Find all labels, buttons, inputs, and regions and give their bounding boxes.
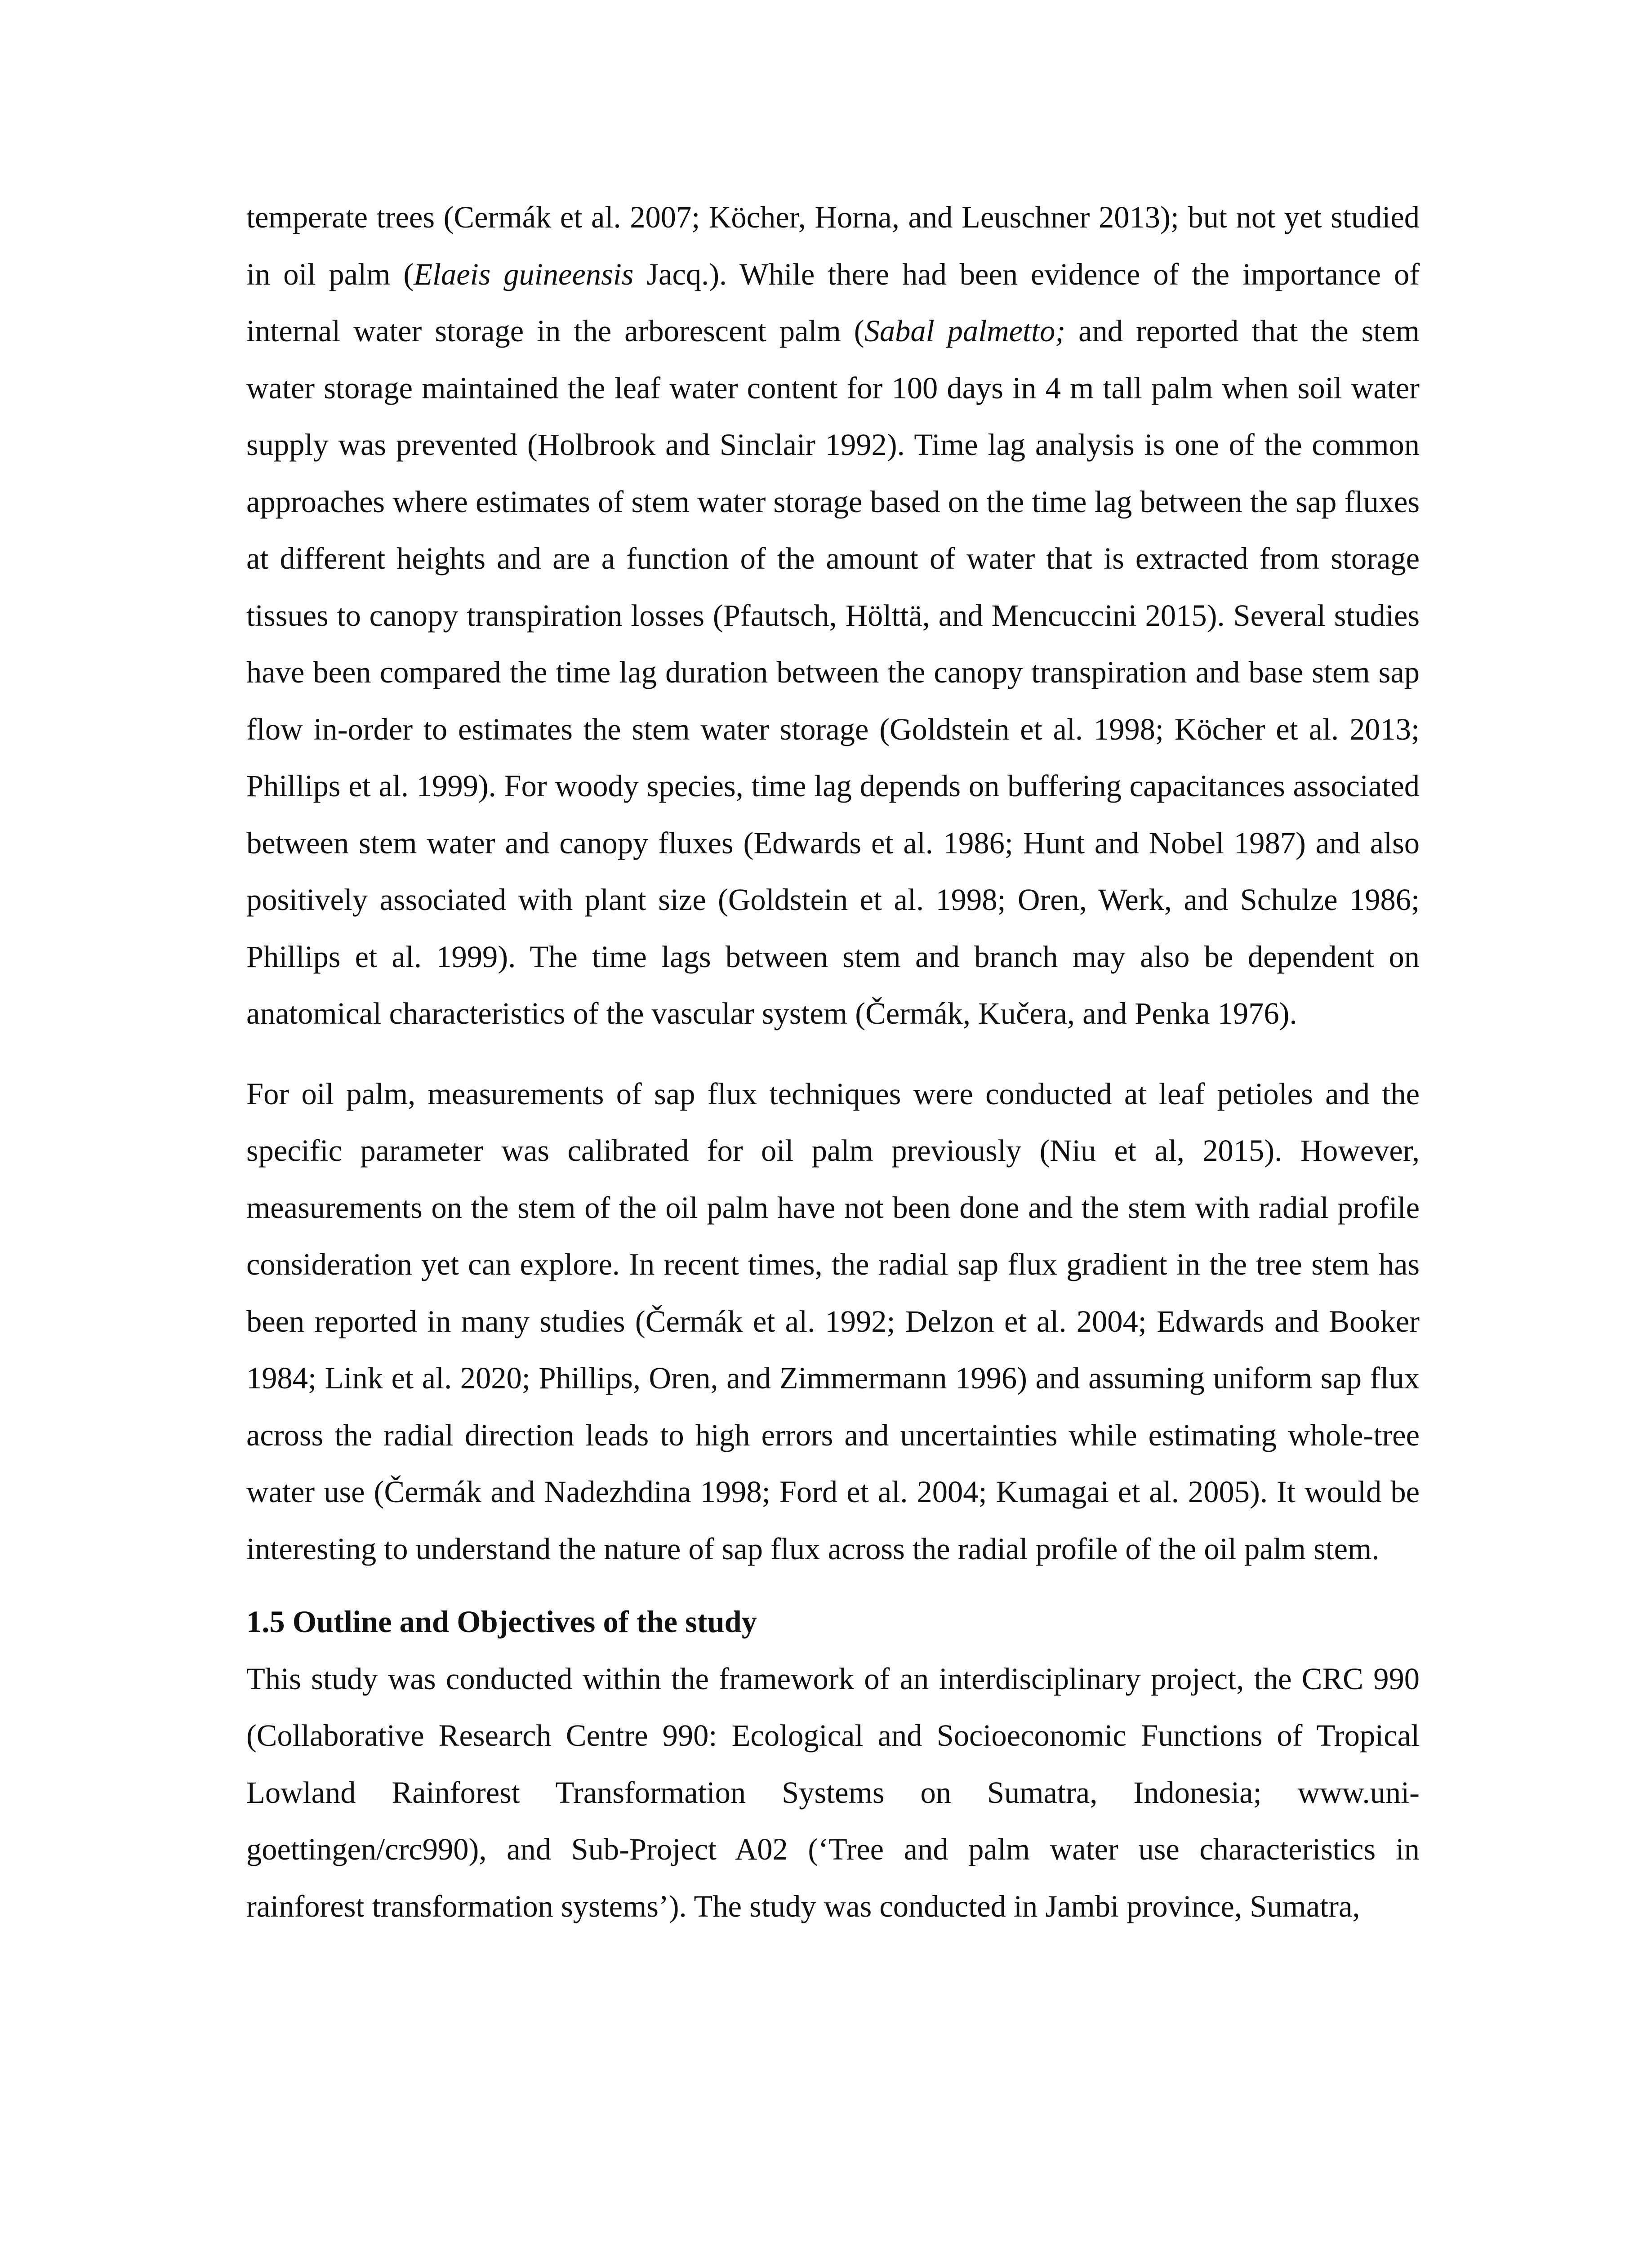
paragraph-time-lag — [246, 189, 1420, 1042]
species-name-italic: Sabal palmetto; — [864, 314, 1066, 348]
paragraph-study-framework: This study was conducted within the framework of an interdisciplinary project, the CRC 990 (Collaborative Research Centre 990: Ecological and Socioeconomic Functions of Tropical Lowland Rainforest Transformation Systems on Sumatra, Indonesia; www.uni-goettingen/crc990), and Sub-Project A02 (‘Tree and palm water use characteristics in rainforest transformation systems’). The study was conducted in Jambi province, Sumatra, — [246, 1661, 1420, 1923]
paragraph-oil-palm-sap-flux: For oil palm, measurements of sap flux techniques were conducted at leaf petioles and the specific parameter was calibrated for oil palm previously (Niu et al, 2015). However, measurements on the stem of the oil palm have not been done and the stem with radial profile consideration yet can explore. In recent times, the radial sap flux gradient in the tree stem has been reported in many studies (Čermák et al. 1992; Delzon et al. 2004; Edwards and Booker 1984; Link et al. 2020; Phillips, Oren, and Zimmermann 1996) and assuming uniform sap flux across the radial direction leads to high errors and uncertainties while estimating whole-tree water use (Čermák and Nadezhdina 1998; Ford et al. 2004; Kumagai et al. 2005). It would be interesting to understand the nature of sap flux across the radial profile of the oil palm stem. — [246, 1076, 1420, 1566]
paragraph-text-segment: temperate trees (Cermák et al. 2007; Köcher, Horna, and Leuschner 2013); but not yet studied in oil palm ( — [246, 200, 1420, 291]
species-name-italic: Elaeis guineensis — [414, 257, 634, 291]
page-content — [246, 189, 1420, 1935]
section-heading: 1.5 Outline and Objectives of the study — [246, 1605, 757, 1639]
paragraph-text-segment: Jacq.). While there had been evidence of the importance of internal water storage in the arborescent palm ( — [246, 257, 1420, 348]
paragraph-text-segment: and reported that the stem water storage maintained the leaf water content for 100 days in 4 m tall palm when soil water supply was prevented (Holbrook and Sinclair 1992). Time lag analysis is one of the common approaches where estimates of stem water storage based on the time lag between the sap fluxes at different heights and are a function of the amount of water that is extracted from storage tissues to canopy transpiration losses (Pfautsch, Hölttä, and Mencuccini 2015). Several studies have been compared the time lag duration between the canopy transpiration and base stem sap flow in-order to estimates the stem water storage (Goldstein et al. 1998; Köcher et al. 2013; Phillips et al. 1999). For woody species, time lag depends on buffering capacitances associated between stem water and canopy fluxes (Edwards et al. 1986; Hunt and Nobel 1987) and also positively associated with plant size (Goldstein et al. 1998; Oren, Werk, and Schulze 1986; Phillips et al. 1999). The time lags between stem and branch may also be dependent on anatomical characteristics of the vascular system (Čermák, Kučera, and Penka 1976). — [246, 314, 1420, 1030]
